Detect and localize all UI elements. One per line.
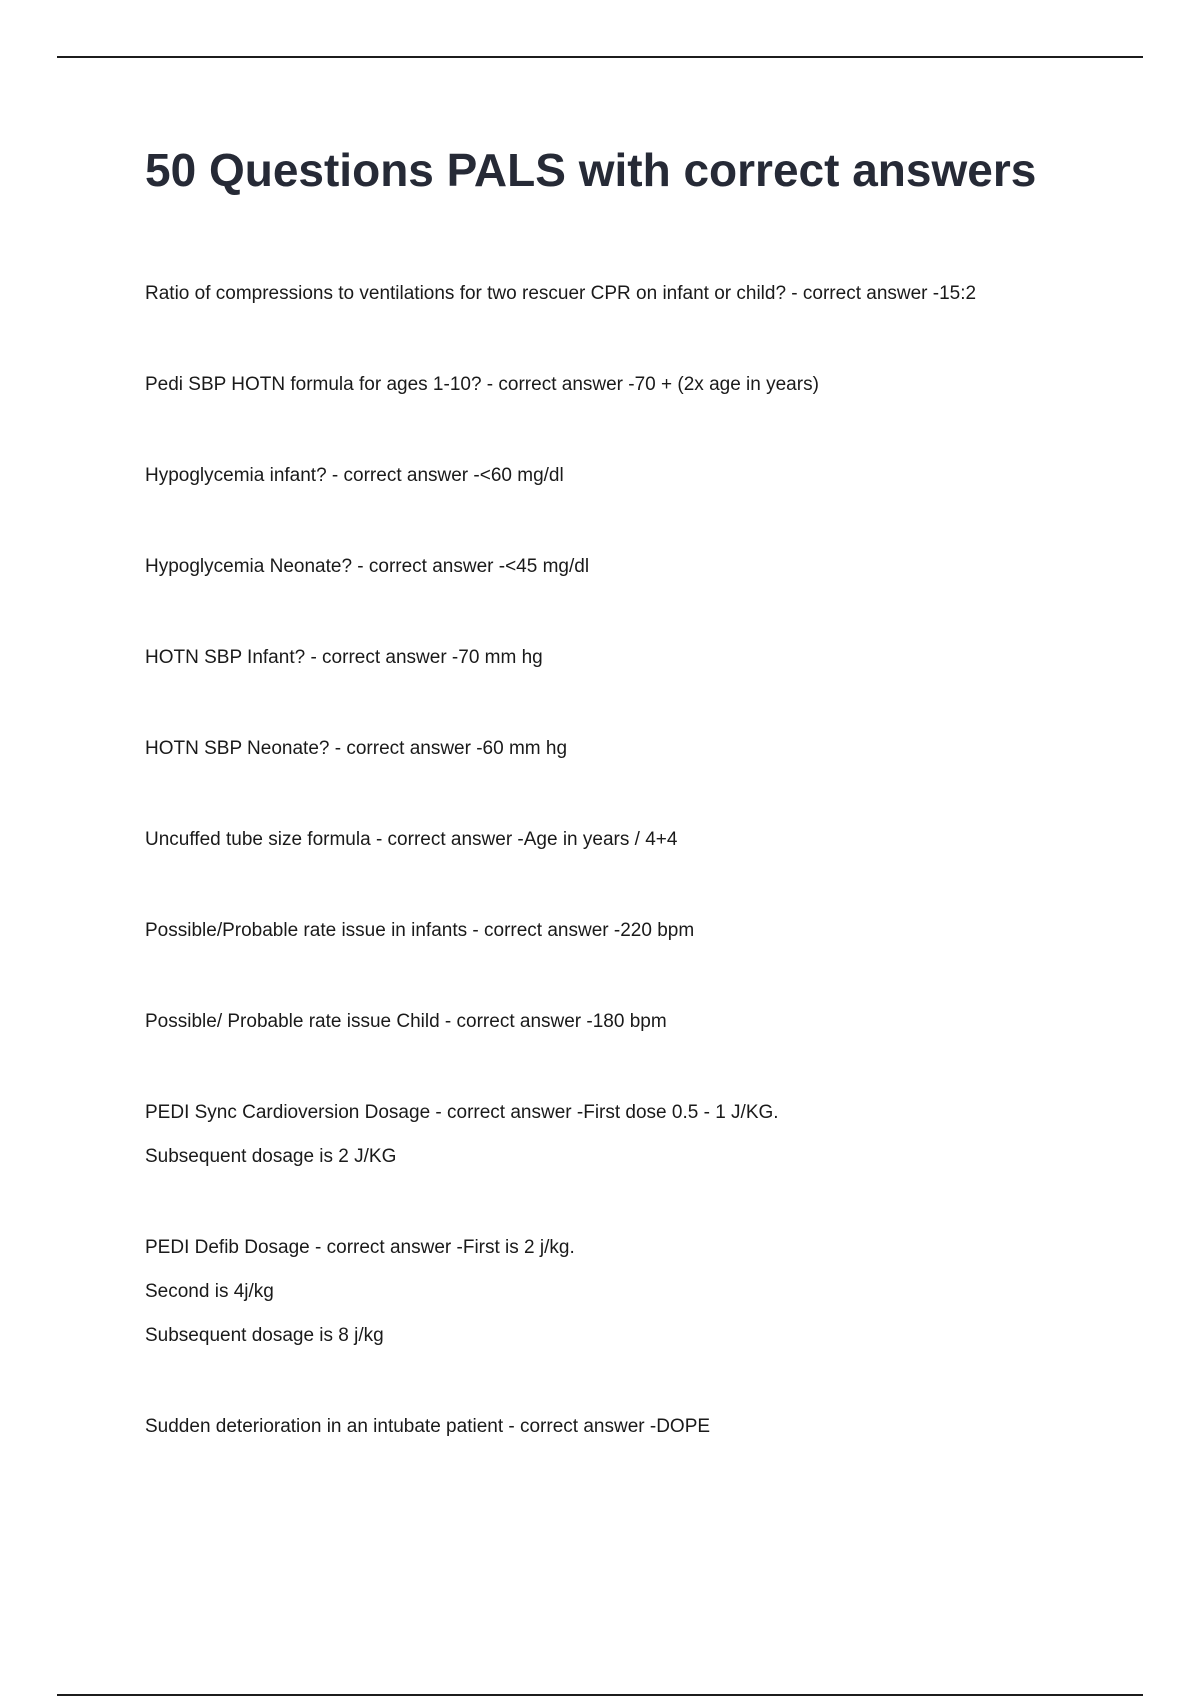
qa-line: Possible/ Probable rate issue Child - correct answer -180 bpm <box>145 1011 667 1032</box>
qa-line: Subsequent dosage is 2 J/KG <box>145 1146 397 1167</box>
qa-item <box>145 272 1145 316</box>
qa-line: Uncuffed tube size formula - correct answer -Age in years / 4+4 <box>145 829 678 850</box>
qa-line: Subsequent dosage is 8 j/kg <box>145 1325 384 1346</box>
qa-line: Second is 4j/kg <box>145 1281 274 1302</box>
qa-item <box>145 363 1145 407</box>
qa-line: Hypoglycemia infant? - correct answer -<60 mg/dl <box>145 465 564 486</box>
qa-line: HOTN SBP Infant? - correct answer -70 mm hg <box>145 647 543 668</box>
qa-item <box>145 909 1145 953</box>
qa-item <box>145 818 1145 862</box>
qa-line: Ratio of compressions to ventilations for two rescuer CPR on infant or child? - correct answer -15:2 <box>145 283 977 304</box>
qa-line: Sudden deterioration in an intubate patient - correct answer -DOPE <box>145 1416 711 1437</box>
qa-line: PEDI Defib Dosage - correct answer -First is 2 j/kg. <box>145 1237 575 1258</box>
qa-item <box>145 1226 1145 1358</box>
qa-line: Possible/Probable rate issue in infants - correct answer -220 bpm <box>145 920 695 941</box>
qa-item <box>145 454 1145 498</box>
top-rule <box>57 56 1143 58</box>
qa-item <box>145 1405 1145 1449</box>
qa-line: HOTN SBP Neonate? - correct answer -60 mm hg <box>145 738 568 759</box>
qa-item <box>145 1091 1145 1179</box>
qa-line: Hypoglycemia Neonate? - correct answer -<45 mg/dl <box>145 556 590 577</box>
bottom-rule <box>57 1694 1143 1696</box>
qa-item <box>145 636 1145 680</box>
qa-line: PEDI Sync Cardioversion Dosage - correct answer -First dose 0.5 - 1 J/KG. <box>145 1102 779 1123</box>
qa-item <box>145 727 1145 771</box>
qa-line: Pedi SBP HOTN formula for ages 1-10? - correct answer -70 + (2x age in years) <box>145 374 819 395</box>
qa-item <box>145 545 1145 589</box>
page-title: 50 Questions PALS with correct answers <box>145 144 1037 196</box>
qa-list <box>145 272 1145 1496</box>
qa-item <box>145 1000 1145 1044</box>
